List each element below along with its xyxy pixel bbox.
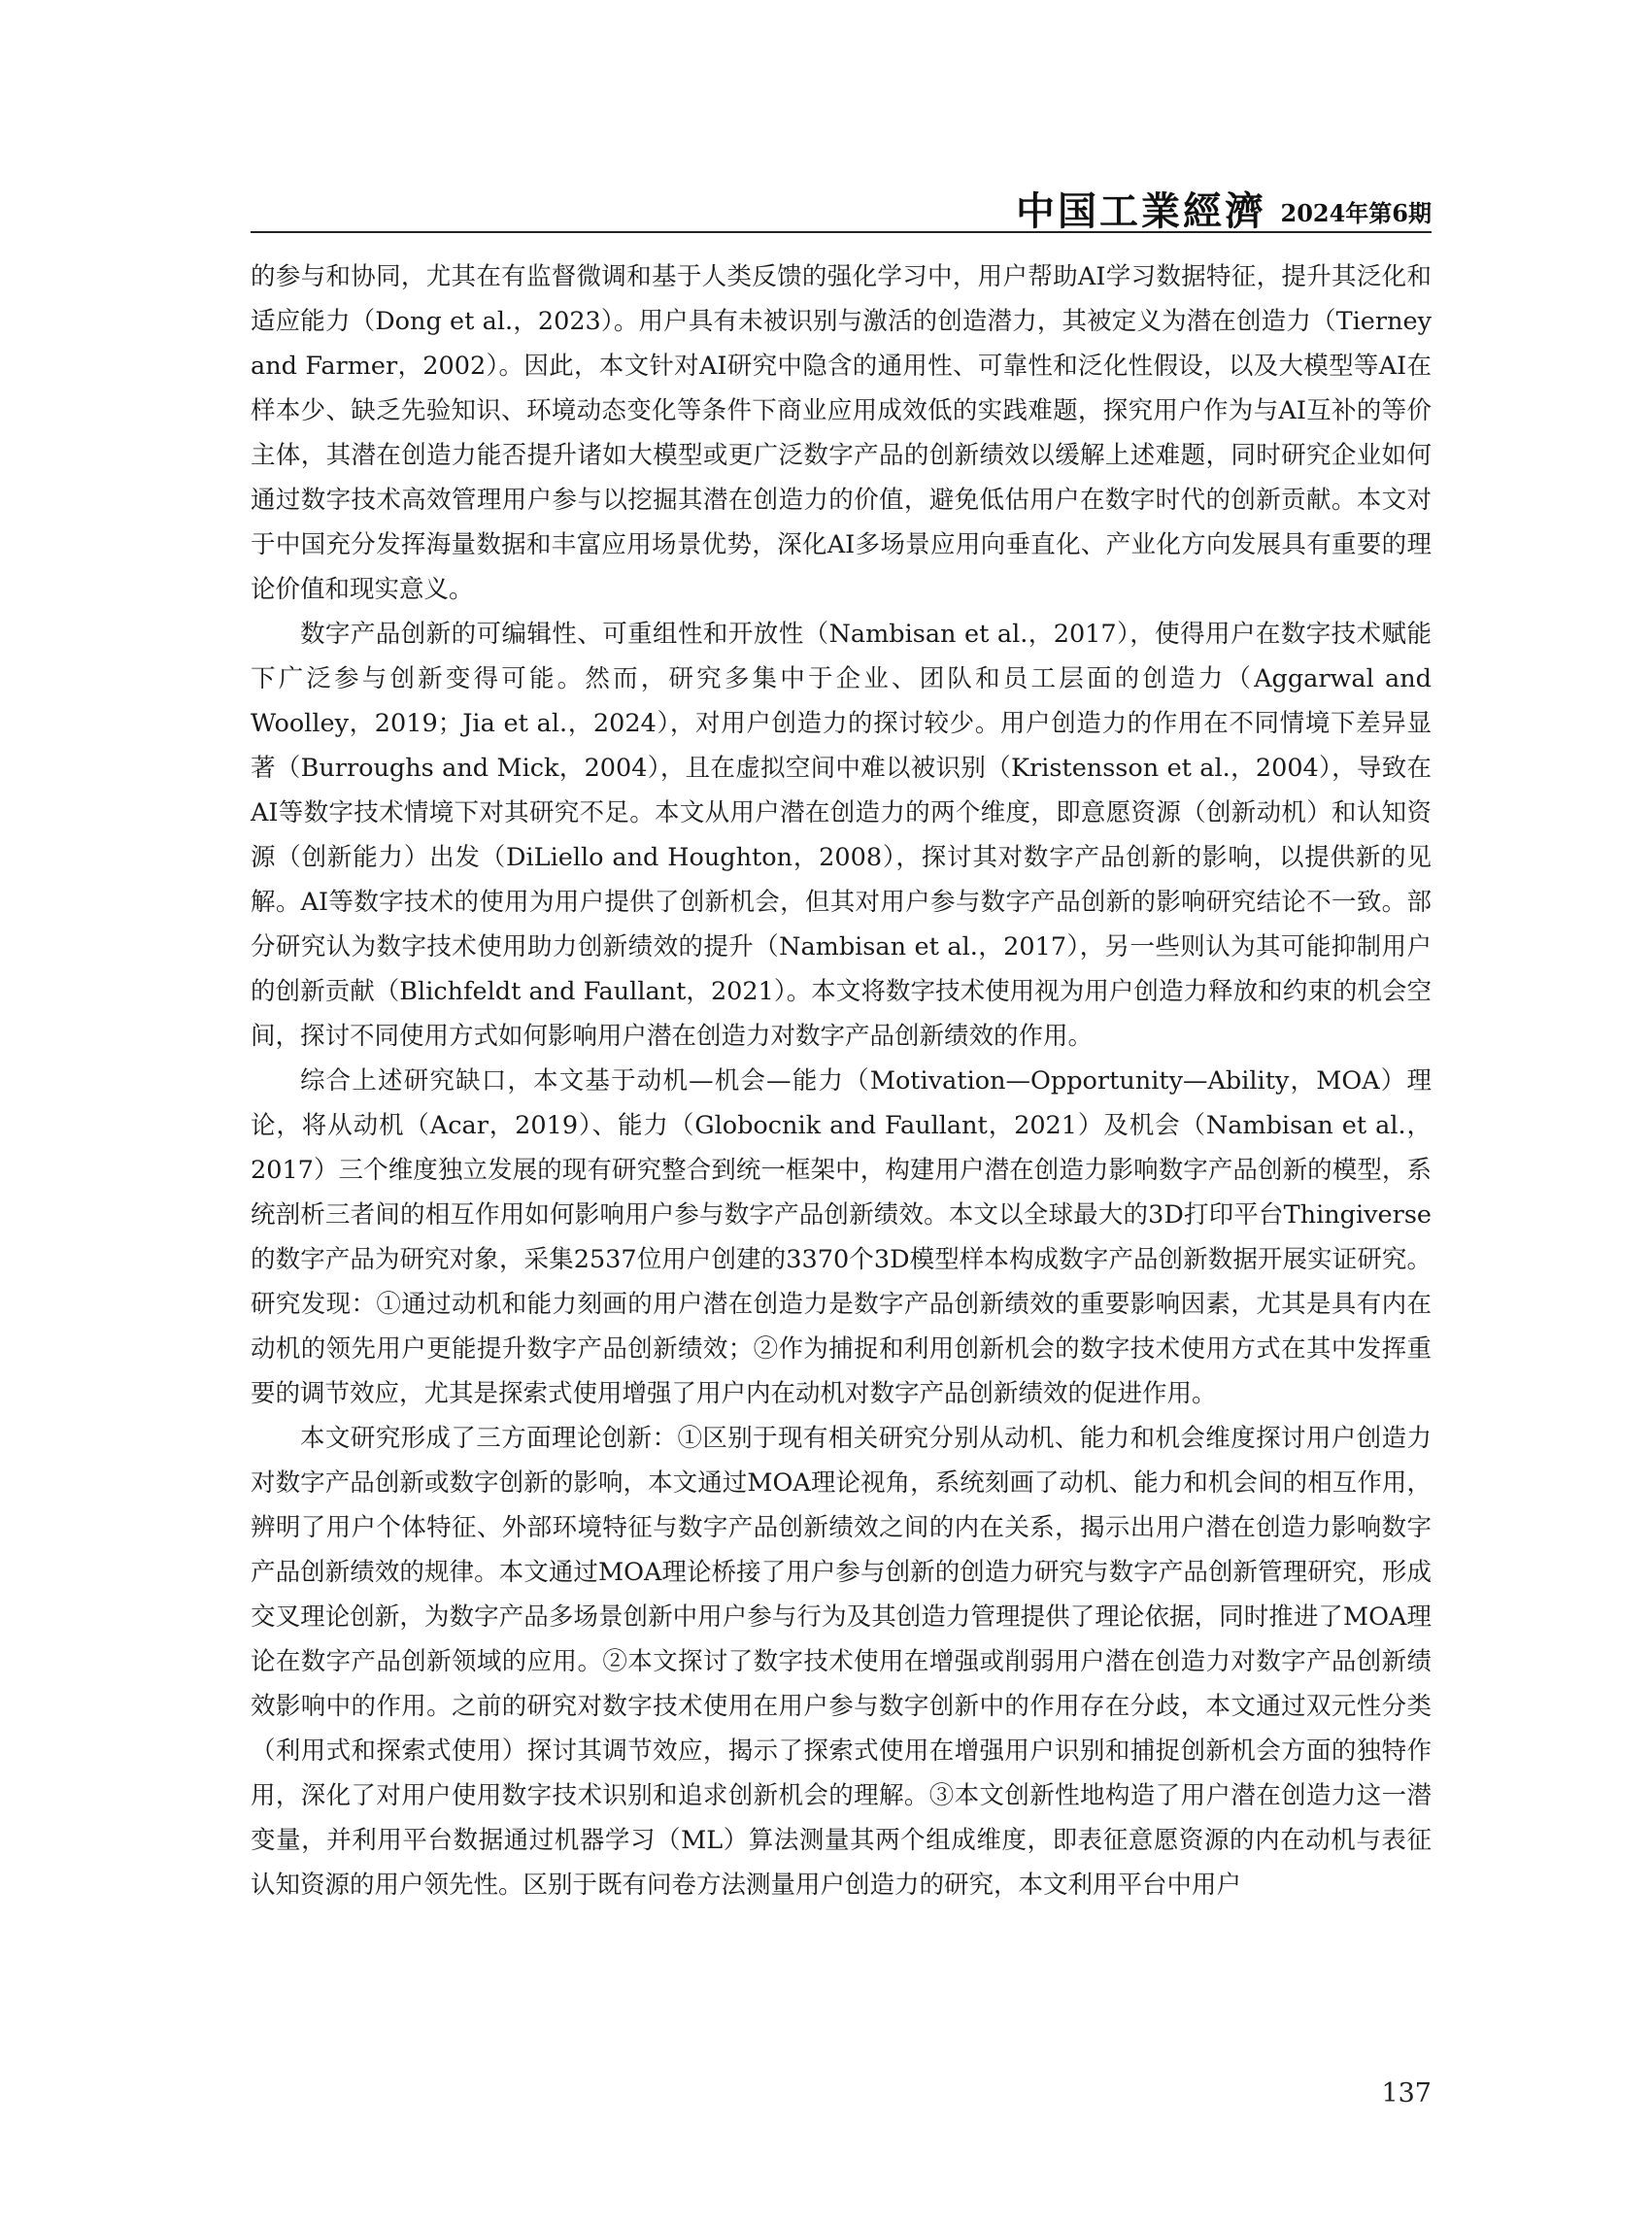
paragraph: 综合上述研究缺口，本文基于动机—机会—能力（Motivation—Opportunity—Ability，MOA）理论，将从动机（Acar，2019）、能力（Globocnik and Faullant，2021）及机会（Nambisan et al.，2017）三个维度独立发展的现有研究整合到统一框架中，构建用户潜在创造力影响数字产品创新的模型，系统剖析三者间的相互作用如何影响用户参与数字产品创新绩效。本文以全球最大的3D打印平台Thingiverse的数字产品为研究对象，采集2537位用户创建的3370个3D模型样本构成数字产品创新数据开展实证研究。研究发现：①通过动机和能力刻画的用户潜在创造力是数字产品创新绩效的重要影响因素，尤其是具有内在动机的领先用户更能提升数字产品创新绩效；②作为捕捉和利用创新机会的数字技术使用方式在其中发挥重要的调节效应，尤其是探索式使用增强了用户内在动机对数字产品创新绩效的促进作用。 xyxy=(251,1066,1432,1408)
issue-label: 2024年第6期 xyxy=(1280,199,1432,227)
article-body xyxy=(251,254,1432,1907)
paragraph: 本文研究形成了三方面理论创新：①区别于现有相关研究分别从动机、能力和机会维度探讨用户创造力对数字产品创新或数字创新的影响，本文通过MOA理论视角，系统刻画了动机、能力和机会间的相互作用，辨明了用户个体特征、外部环境特征与数字产品创新绩效之间的内在关系，揭示出用户潜在创造力影响数字产品创新绩效的规律。本文通过MOA理论桥接了用户参与创新的创造力研究与数字产品创新管理研究，形成交叉理论创新，为数字产品多场景创新中用户参与行为及其创造力管理提供了理论依据，同时推进了MOA理论在数字产品创新领域的应用。②本文探讨了数字技术使用在增强或削弱用户潜在创造力对数字产品创新绩效影响中的作用。之前的研究对数字技术使用在用户参与数字创新中的作用存在分歧，本文通过双元性分类（利用式和探索式使用）探讨其调节效应，揭示了探索式使用在增强用户识别和捕捉创新机会方面的独特作用，深化了对用户使用数字技术识别和追求创新机会的理解。③本文创新性地构造了用户潜在创造力这一潜变量，并利用平台数据通过机器学习（ML）算法测量其两个组成维度，即表征意愿资源的内在动机与表征认知资源的用户领先性。区别于既有问卷方法测量用户创造力的研究，本文利用平台中用户 xyxy=(251,1424,1432,1900)
paragraph: 的参与和协同，尤其在有监督微调和基于人类反馈的强化学习中，用户帮助AI学习数据特征，提升其泛化和适应能力（Dong et al.，2023）。用户具有未被识别与激活的创造潜力，其被定义为潜在创造力（Tierney and Farmer，2002）。因此，本文针对AI研究中隐含的通用性、可靠性和泛化性假设，以及大模型等AI在样本少、缺乏先验知识、环境动态变化等条件下商业应用成效低的实践难题，探究用户作为与AI互补的等价主体，其潜在创造力能否提升诸如大模型或更广泛数字产品的创新绩效以缓解上述难题，同时研究企业如何通过数字技术高效管理用户参与以挖掘其潜在创造力的价值，避免低估用户在数字时代的创新贡献。本文对于中国充分发挥海量数据和丰富应用场景优势，深化AI多场景应用向垂直化、产业化方向发展具有重要的理论价值和现实意义。 xyxy=(251,262,1432,604)
paragraph: 数字产品创新的可编辑性、可重组性和开放性（Nambisan et al.，2017），使得用户在数字技术赋能下广泛参与创新变得可能。然而，研究多集中于企业、团队和员工层面的创造力（Aggarwal and Woolley，2019；Jia et al.，2024），对用户创造力的探讨较少。用户创造力的作用在不同情境下差异显著（Burroughs and Mick，2004），且在虚拟空间中难以被识别（Kristensson et al.，2004），导致在AI等数字技术情境下对其研究不足。本文从用户潜在创造力的两个维度，即意愿资源（创新动机）和认知资源（创新能力）出发（DiLiello and Houghton，2008），探讨其对数字产品创新的影响，以提供新的见解。AI等数字技术的使用为用户提供了创新机会，但其对用户参与数字产品创新的影响研究结论不一致。部分研究认为数字技术使用助力创新绩效的提升（Nambisan et al.，2017），另一些则认为其可能抑制用户的创新贡献（Blichfeldt and Faullant，2021）。本文将数字技术使用视为用户创造力释放和约束的机会空间，探讨不同使用方式如何影响用户潜在创造力对数字产品创新绩效的作用。 xyxy=(251,620,1432,1051)
page-number: 137 xyxy=(1381,2078,1432,2108)
running-header xyxy=(251,177,1432,233)
journal-name: 中国工業經濟 xyxy=(1016,188,1266,234)
